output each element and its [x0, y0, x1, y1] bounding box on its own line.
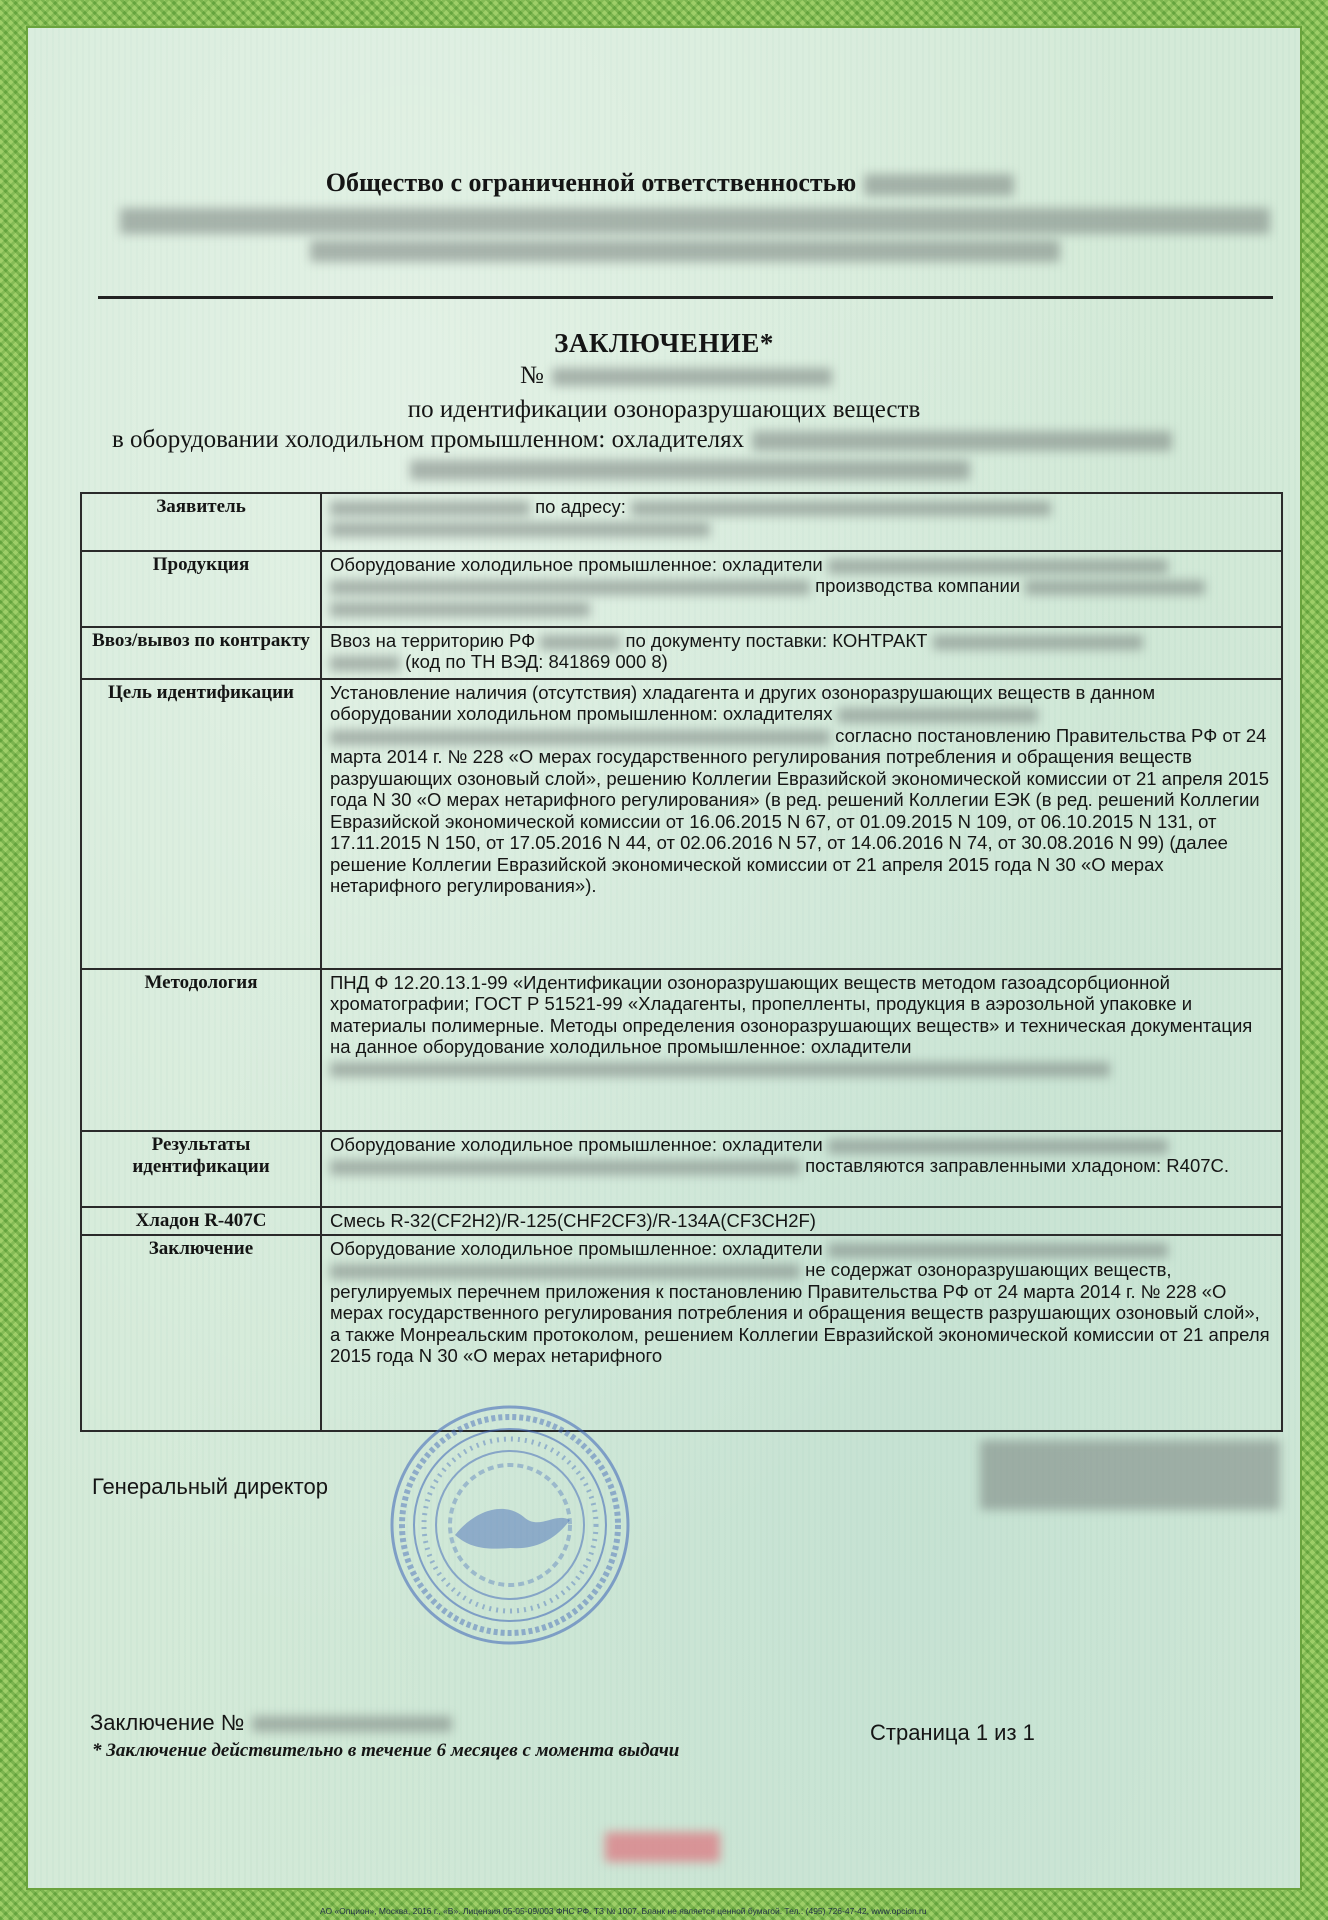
redacted-product-models-2: [330, 580, 810, 595]
redacted-contract-date: [330, 656, 400, 671]
row-results: [81, 1131, 1282, 1207]
row-applicant: [81, 493, 1282, 551]
row-import: [81, 627, 1282, 679]
redacted-company-address: [120, 208, 1270, 234]
label-conclusion: Заключение: [81, 1235, 321, 1431]
document-title: ЗАКЛЮЧЕНИЕ*: [554, 328, 774, 358]
label-import: Ввоз/вывоз по контракту: [81, 627, 321, 679]
row-product: [81, 551, 1282, 627]
document-number: [520, 362, 832, 390]
row-method: [81, 969, 1282, 1131]
redacted-models-continued: [410, 460, 970, 480]
product-text-2: производства компании: [815, 575, 1021, 597]
value-results: [321, 1131, 1282, 1207]
row-conclusion: [81, 1235, 1282, 1431]
applicant-address-label: по адресу:: [535, 496, 626, 517]
header-divider: [98, 296, 1273, 299]
results-text-1: Оборудование холодильное промышленное: охладители: [330, 1134, 823, 1155]
redacted-conclusion-models-2: [330, 1264, 800, 1279]
label-product: Продукция: [81, 551, 321, 627]
document-subtitle-2: [112, 426, 1172, 454]
redacted-applicant-address: [631, 501, 1051, 516]
redacted-contract-number: [933, 635, 1143, 650]
redacted-results-models-2: [330, 1160, 800, 1175]
redacted-applicant: [330, 501, 530, 516]
company-title-text: Общество с ограниченной ответственностью: [325, 168, 857, 197]
redacted-company-name: [864, 174, 1014, 196]
purpose-text-1: Установление наличия (отсутствия) хладагента и других озоноразрушающих веществ в данном оборудовании холодильном промышленном: охладителях: [330, 682, 1156, 725]
results-text-2: поставляются заправленными хладоном: R407C.: [805, 1155, 1230, 1177]
redacted-footer-number: [252, 1716, 452, 1732]
validity-note: * Заключение действительно в течение 6 месяцев с момента выдачи: [92, 1740, 680, 1761]
printer-imprint: АО «Опцион», Москва, 2016 г., «В». Лицензия 05-05-09/003 ФНС РФ. ТЗ № 1007. Бланк не является ценной бумагой. Тел.: (495) 726-47-42, www.opcion.ru: [320, 1906, 927, 1916]
label-applicant: Заявитель: [81, 493, 321, 551]
redacted-import-country: [540, 635, 620, 650]
label-refrigerant: Хладон R-407C: [81, 1207, 321, 1235]
label-results: Результаты идентификации: [81, 1131, 321, 1207]
redacted-signature-name: [980, 1440, 1280, 1510]
redacted-manufacturer: [1025, 580, 1205, 595]
value-method: [321, 969, 1282, 1131]
redacted-document-number: [552, 368, 832, 386]
document-subtitle-1: по идентификации озоноразрушающих веществ: [407, 396, 921, 423]
conclusion-table: [80, 492, 1283, 1432]
number-sign: №: [520, 362, 544, 389]
redacted-serial-number: [605, 1832, 720, 1862]
company-title: [80, 168, 1260, 198]
label-purpose: Цель идентификации: [81, 679, 321, 969]
import-text-1: Ввоз на территорию РФ: [330, 630, 536, 651]
redacted-purpose-models: [838, 708, 1038, 723]
product-text-1: Оборудование холодильное промышленное: охладители: [330, 554, 823, 575]
redacted-manufacturer-2: [330, 602, 590, 617]
row-purpose: [81, 679, 1282, 969]
signer-position: Генеральный директор: [92, 1474, 328, 1499]
redacted-method-models: [330, 1062, 1110, 1077]
redacted-applicant-address-2: [330, 522, 710, 537]
value-purpose: [321, 679, 1282, 969]
redacted-models: [752, 431, 1172, 451]
conclusion-text-2: не содержат озоноразрушающих веществ, регулируемых перечнем приложения к постановлению Правительства РФ от 24 марта 2014 г. № 228 «О мерах государственного регулирования потребления и обращения веществ разрушающих озоновый слой», а также Монреальским протоколом, решением Коллегии Евразийской экономической комиссии от 21 апреля 2015 года N 30 «О мерах нетарифного: [330, 1259, 1270, 1367]
conclusion-text-1: Оборудование холодильное промышленное: охладители: [330, 1238, 823, 1260]
value-applicant: [321, 493, 1282, 551]
value-import: [321, 627, 1282, 679]
row-refrigerant: [81, 1207, 1282, 1235]
purpose-text-2: согласно постановлению Правительства РФ от 24 марта 2014 г. № 228 «О мерах государственного регулирования потребления и обращения веществ разрушающих озоновый слой», решению Коллегии Евразийской экономической комиссии от 21 апреля 2015 года N 30 «О мерах нетарифного регулирования» (в ред. решений Коллегии ЕЭК (в ред. решений Коллегии Евразийской экономической комиссии от 16.06.2015 N 67, от 01.09.2015 N 109, от 06.10.2015 N 131, от 17.11.2015 N 150, от 17.05.2016 N 44, от 02.06.2016 N 57, от 14.06.2016 N 74, от 30.08.2016 N 99) (далее решение Коллегии Евразийской экономической комиссии от 21 апреля 2015 года N 30 «О мерах нетарифного регулирования»).: [330, 724, 1270, 897]
redacted-company-registration: [310, 240, 1060, 262]
redacted-conclusion-models: [828, 1243, 1168, 1258]
value-refrigerant: Смесь R-32(CF2H2)/R-125(CHF2CF3)/R-134A(CF3CH2F): [321, 1207, 1282, 1235]
redacted-results-models: [828, 1139, 1168, 1154]
seal-emblem: [455, 1509, 570, 1549]
import-text-2: по документу поставки: КОНТРАКТ: [625, 630, 928, 651]
import-text-3: (код по ТН ВЭД: 841869 000 8): [405, 651, 668, 673]
page-indicator: Страница 1 из 1: [870, 1720, 1035, 1745]
footer-number-label: Заключение №: [90, 1710, 245, 1735]
company-seal: [385, 1400, 635, 1650]
footer-conclusion-number: [90, 1710, 452, 1736]
label-method: Методология: [81, 969, 321, 1131]
subtitle-2-text: в оборудовании холодильном промышленном: охладителях: [112, 426, 745, 453]
value-product: [321, 551, 1282, 627]
redacted-purpose-models-2: [330, 730, 830, 745]
redacted-product-models: [828, 559, 1168, 574]
method-text-1: ПНД Ф 12.20.13.1-99 «Идентификации озоноразрушающих веществ методом газоадсорбционной хроматографии; ГОСТ Р 51521-99 «Хладагенты, пропелленты, продукция в аэрозольной упаковке и материалы полимерные. Методы определения озоноразрушающих веществ» и техническая документация на данное оборудование холодильное промышленное: охладители: [330, 972, 1253, 1058]
